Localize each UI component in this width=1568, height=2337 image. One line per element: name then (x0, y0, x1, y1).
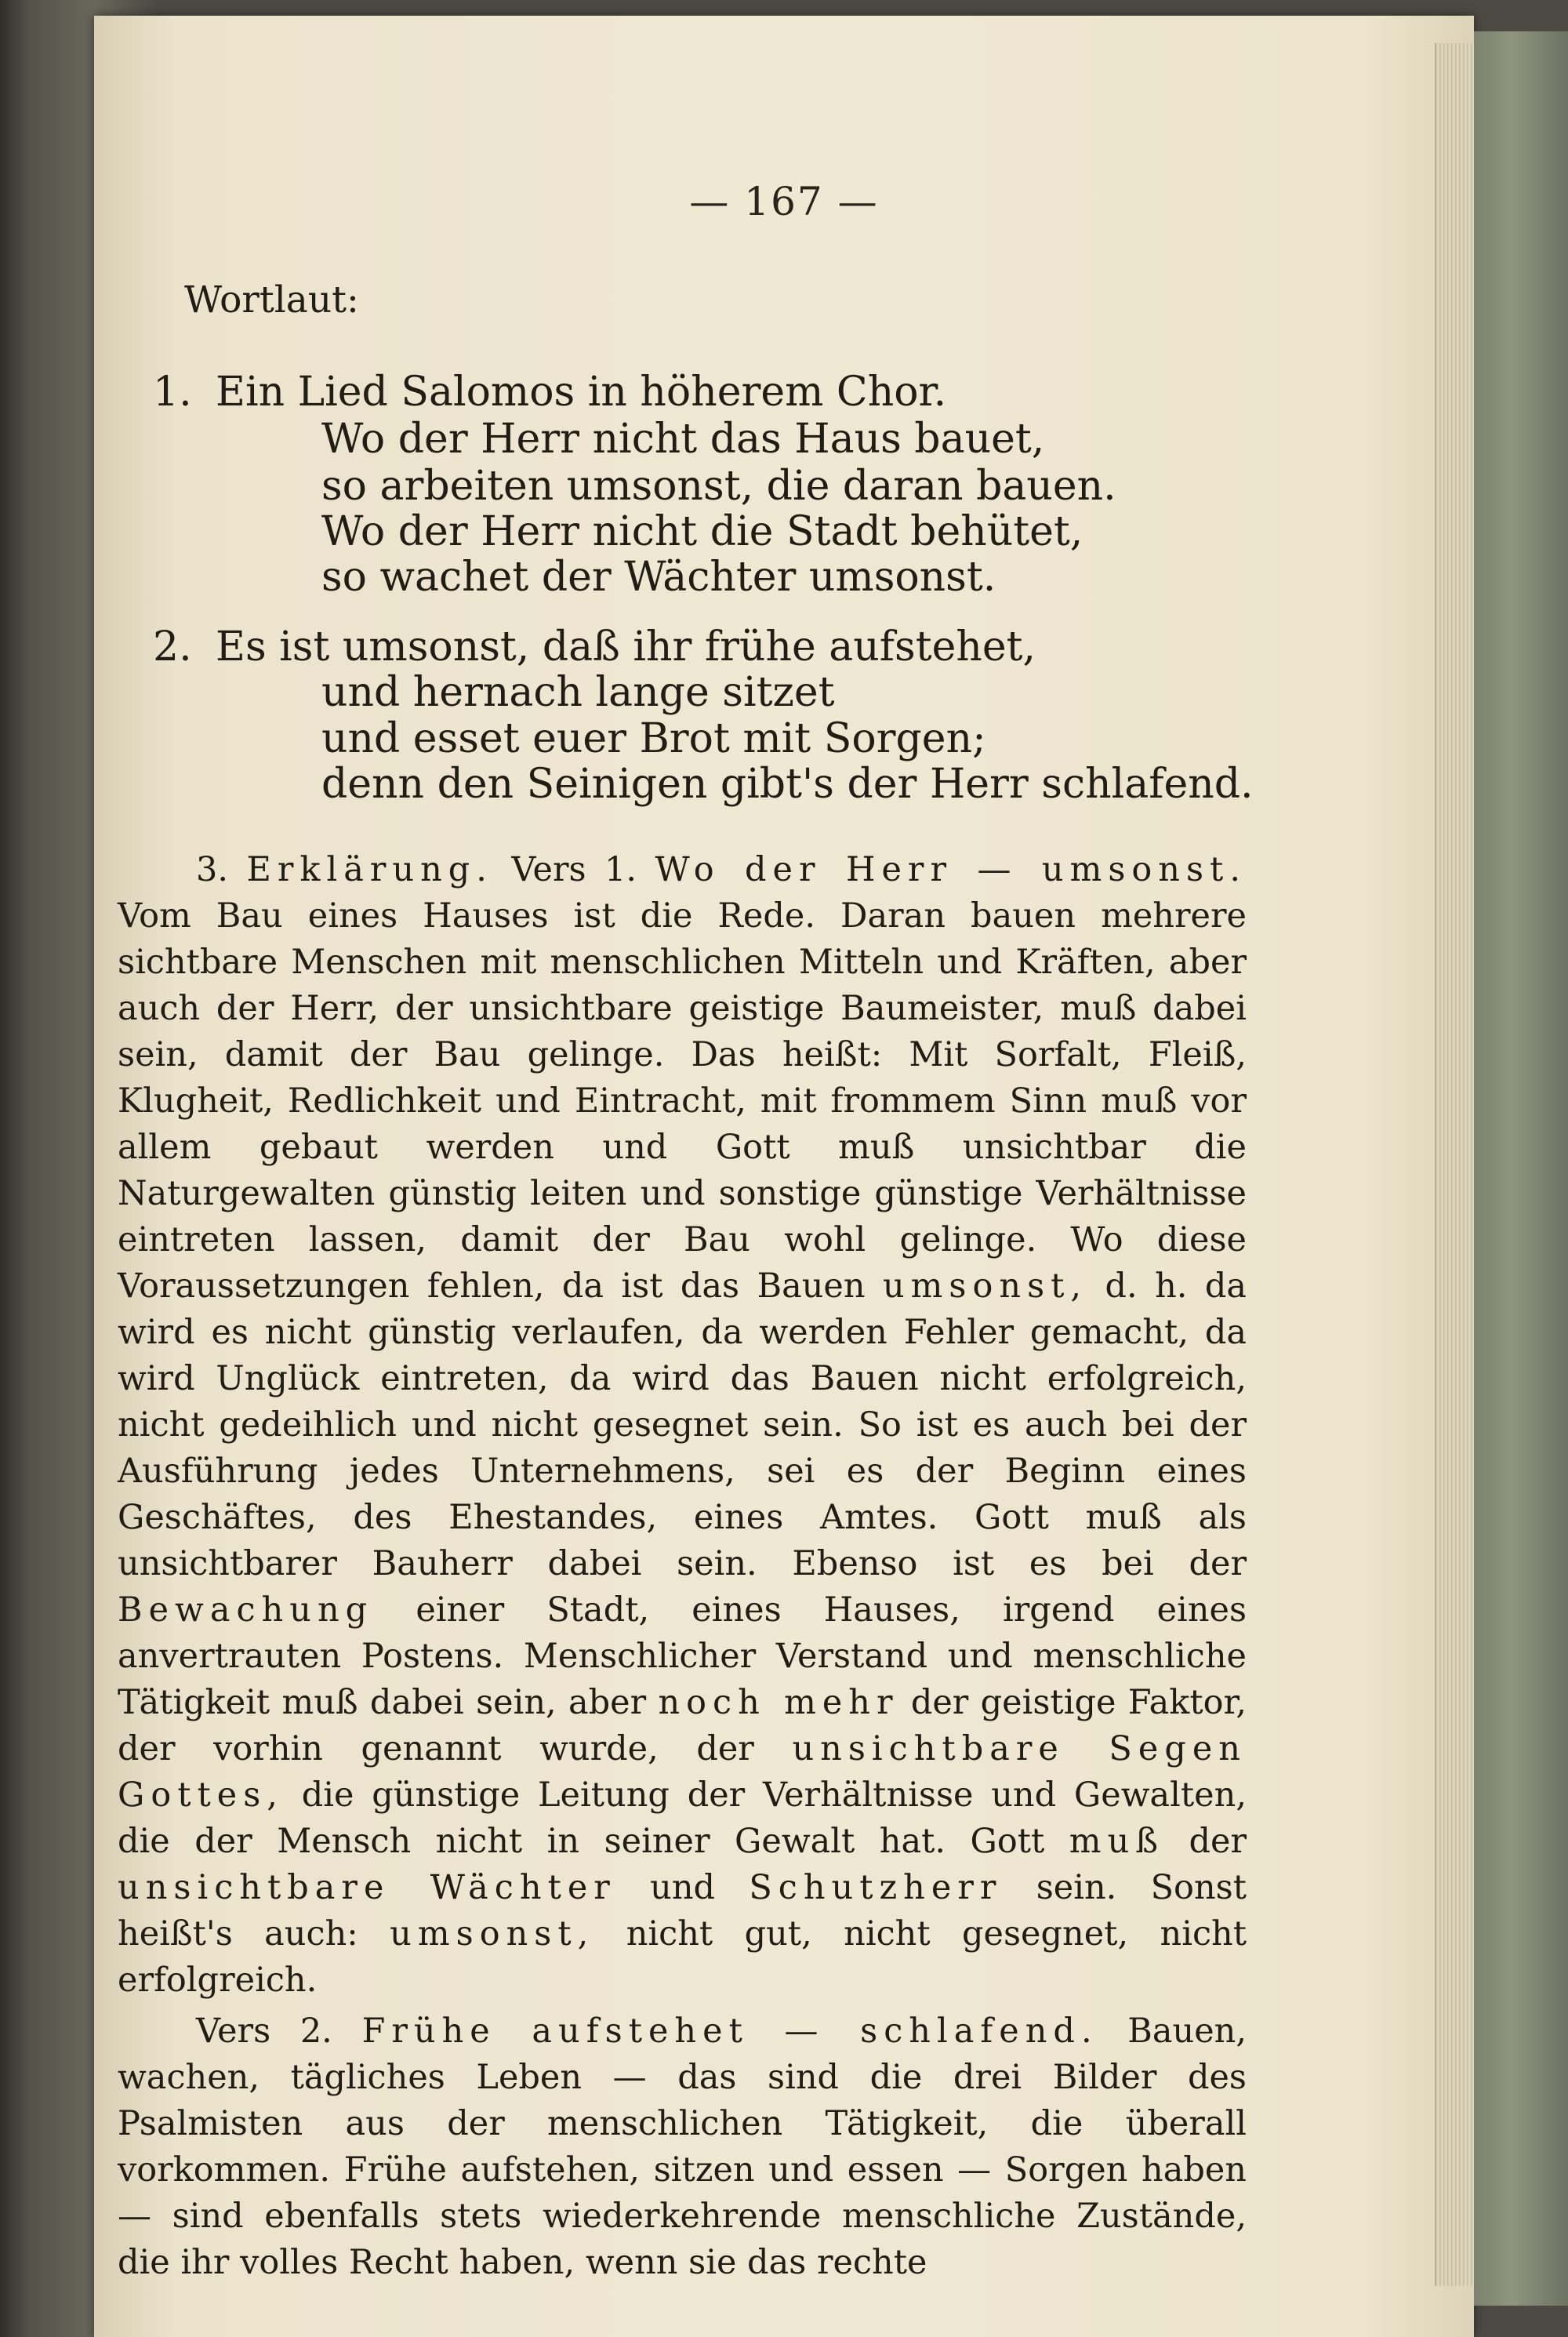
paragraph-verse-2: Vers 2. Frühe aufstehet — schlafend. Bauen, wachen, tägliches Leben — das sind die drei Bilder des Psalmisten aus der menschlichen Tätigkeit, die überall vorkommen. Frühe aufstehen, sitzen und essen — Sorgen haben — sind ebenfalls stets wiederkehrende menschliche Zustände, die ihr volles Recht haben, wenn sie das rechte (118, 2012, 1247, 2282)
term-erklaerung: Erklärung. (246, 850, 493, 889)
verse-line: 2. Es ist umsonst, daß ihr frühe aufstehet, (153, 623, 1036, 671)
verse-line: Wo der Herr nicht das Haus bauet, (321, 416, 1045, 463)
verse-number: 2. (153, 623, 192, 671)
quoted-phrase: Wo der Herr — umsonst. (655, 850, 1247, 889)
section-heading: Wortlaut: (184, 278, 359, 322)
verse-line: und esset euer Brot mit Sorgen; (321, 715, 986, 762)
commentary (118, 847, 1247, 2286)
verse-line: Wo der Herr nicht die Stadt behütet, (321, 508, 1083, 555)
verse-line: so arbeiten umsonst, die daran bauen. (321, 463, 1116, 510)
paragraph-verse-1: 3. Erklärung. Vers 1. Wo der Herr — umsonst. Vom Bau eines Hauses ist die Rede. Daran bauen mehrere sichtbare Menschen mit menschlichen Mitteln und Kräften, aber auch der Herr, der unsichtbare geistige Baumeister, muß dabei sein, damit der Bau gelinge. Das heißt: Mit Sorfalt, Fleiß, Klugheit, Redlichkeit und Eintracht, mit frommem Sinn muß vor allem gebaut werden und Gott muß unsichtbar die Naturgewalten günstig leiten und sonstige günstige Verhältnisse eintreten lassen, damit der Bau wohl gelinge. Wo diese Voraussetzungen fehlen, da ist das Bauen umsonst, d. h. da wird es nicht günstig verlaufen, da werden Fehler gemacht, da wird Unglück eintreten, da wird das Bauen nicht erfolgreich, nicht gedeihlich und nicht gesegnet sein. So ist es auch bei der Ausführung jedes Unternehmens, sei es der Beginn eines Geschäftes, des Ehestandes, eines Amtes. Gott muß als unsichtbarer Bauherr dabei sein. Ebenso ist es bei der Bewachung einer Stadt, eines Hauses, irgend eines anvertrauten Postens. Menschlicher Verstand und menschliche Tätigkeit muß dabei sein, aber noch mehr der geistige Faktor, der vorhin genannt wurde, der unsichtbare Segen Gottes, die günstige Leitung der Verhältnisse und Gewalten, die der Mensch nicht in seiner Gewalt hat. Gott muß der unsichtbare Wächter und Schutzherr sein. Sonst heißt's auch: umsonst, nicht gut, nicht gesegnet, nicht erfolgreich. (118, 850, 1247, 2000)
quoted-phrase: Frühe aufstehet — schlafend. (361, 2012, 1098, 2051)
verse-line: so wachet der Wächter umsonst. (321, 554, 996, 601)
book-cover (1474, 31, 1568, 2306)
verse-line: 1. Ein Lied Salomos in höherem Chor. (153, 369, 947, 416)
verse-number: 1. (153, 369, 192, 416)
page-number: — 167 — (689, 179, 879, 224)
verse-line: denn den Seinigen gibt's der Herr schlafend. (321, 761, 1254, 808)
verse-line: und hernach lange sitzet (321, 669, 835, 716)
